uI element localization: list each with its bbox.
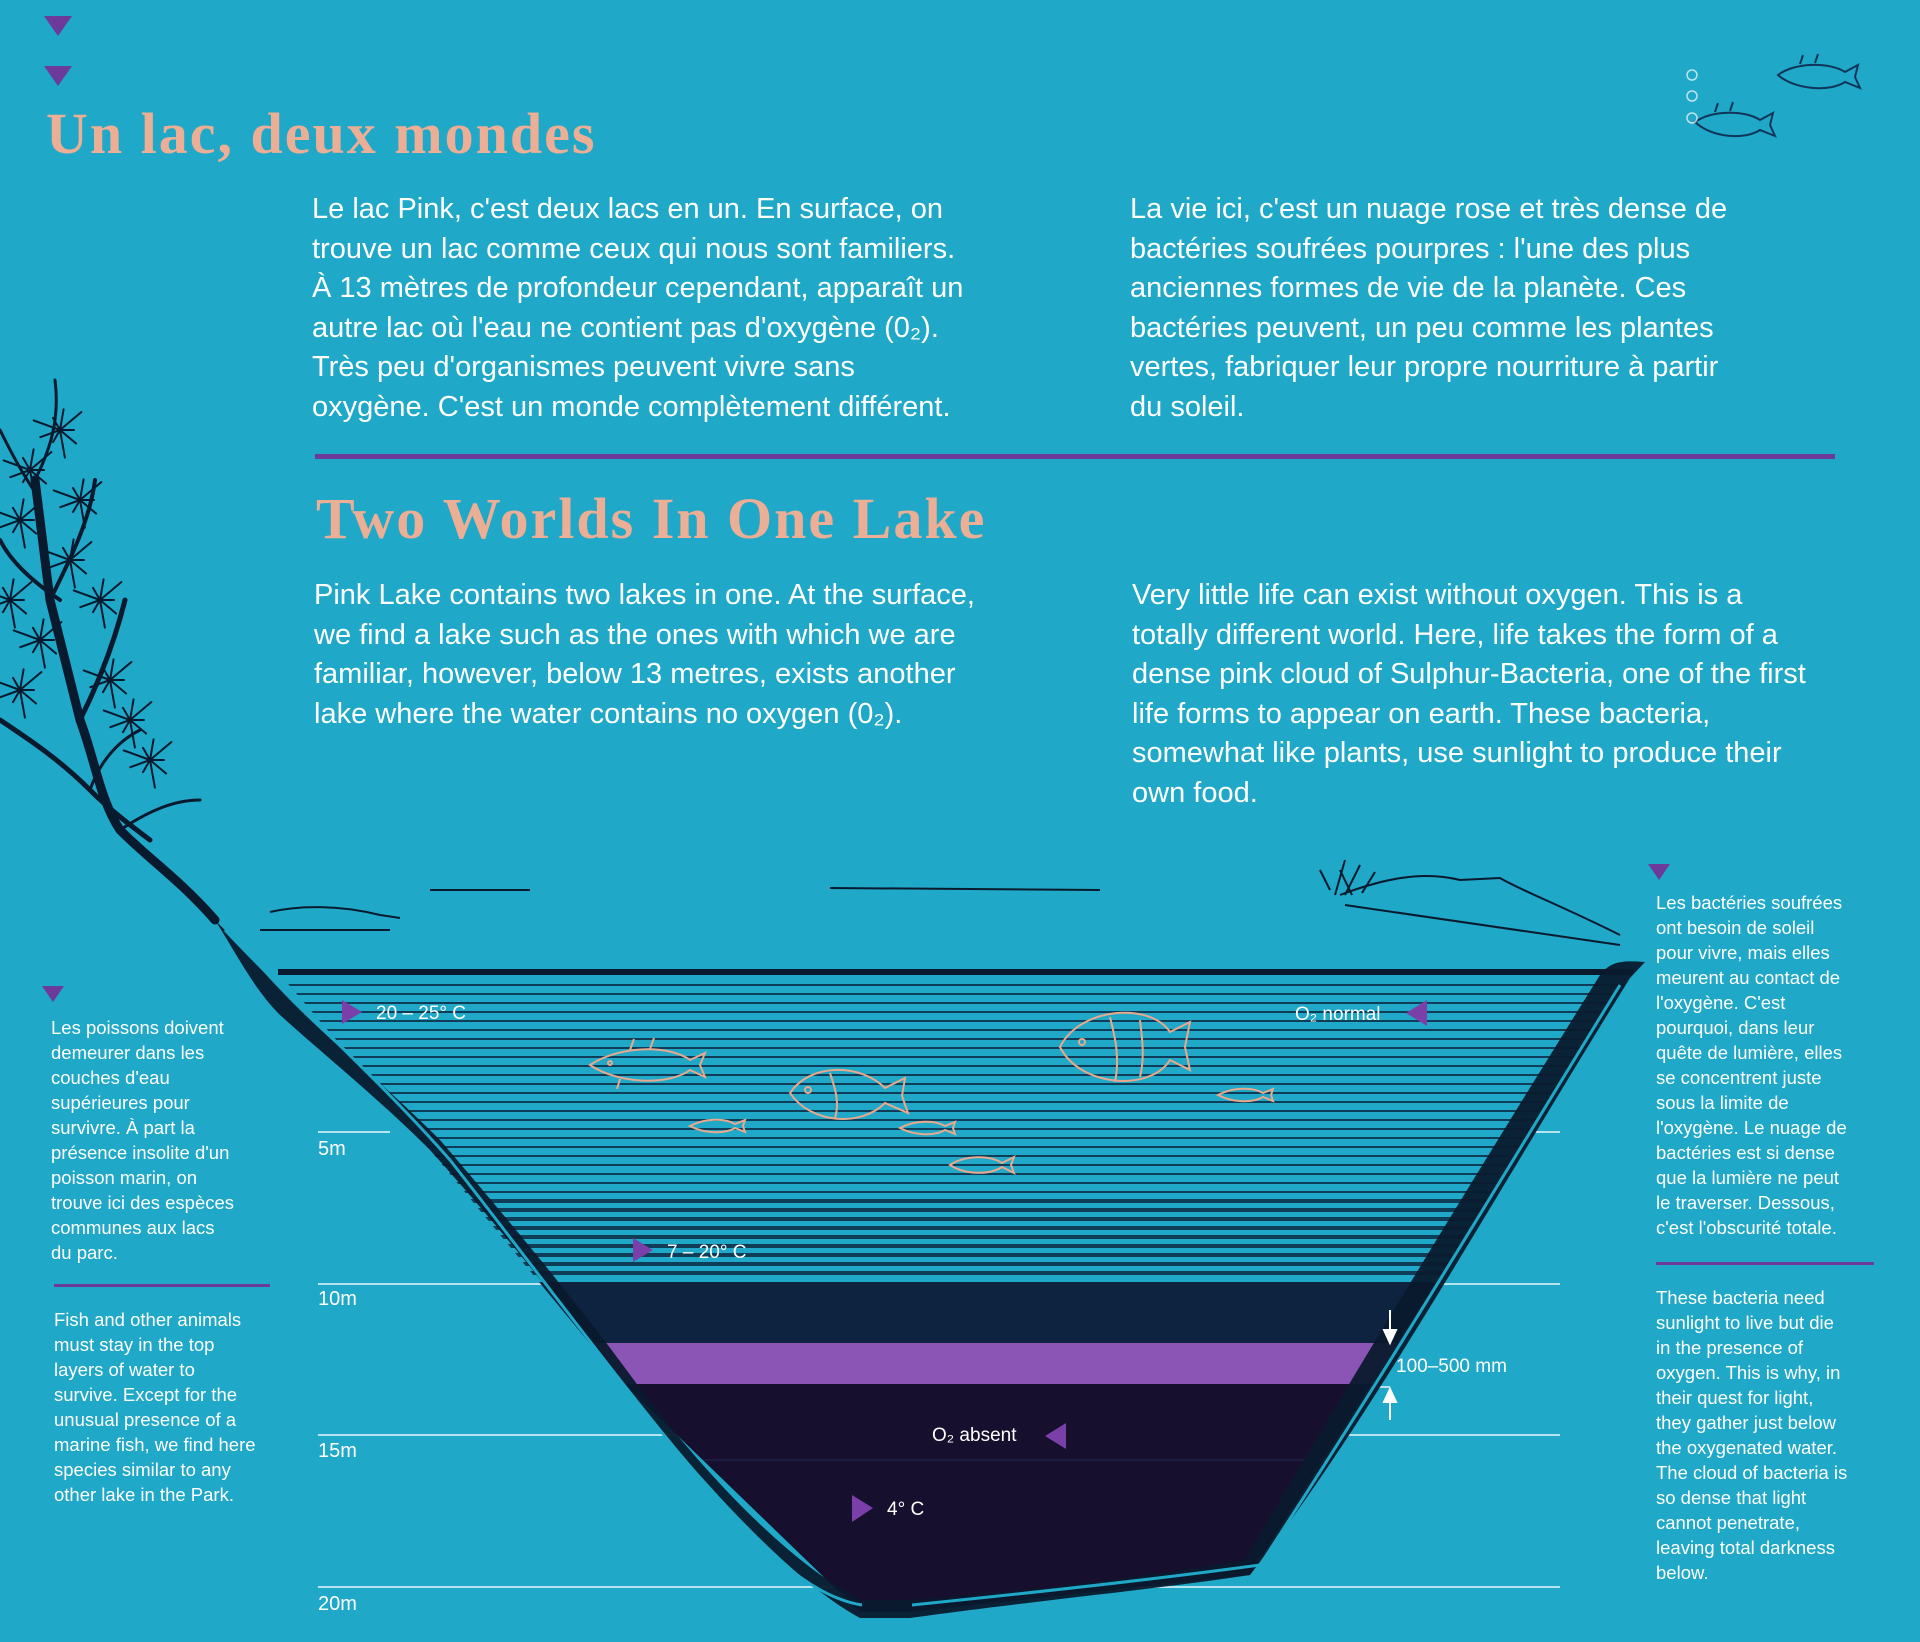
english-paragraph-left: Pink Lake contains two lakes in one. At the surface, we find a lake such as the ones with which we are familiar, however, below 13 metres, exists another lake where the water contains no oxygen (0₂).	[314, 579, 975, 730]
right-sidebar-french: Les bactéries soufrées ont besoin de soleil pour vivre, mais elles meurent au contact de l'oxygène. C'est pourquoi, dans leur quête de lumière, elles se concentrent juste sous la limite de l'oxygène. Le nuage de bactéries est si dense que la lumière ne peut le traverser. Dessous, c'est l'obscurité totale.	[1656, 892, 1847, 1238]
distant-shoreline	[260, 876, 1620, 945]
left-sidebar-divider	[54, 1284, 270, 1287]
bubble-icons	[1687, 70, 1697, 123]
french-title: Un lac, deux mondes	[46, 101, 597, 166]
depth-label-15m: 15m	[318, 1440, 357, 1462]
left-sidebar-english: Fish and other animals must stay in the top layers of water to survive. Except for the unusual presence of a marine fish, we find here species similar to any other lake in the Park.	[54, 1309, 256, 1505]
temperature-bottom-label: 4° C	[887, 1499, 925, 1520]
marker-triangle-icon	[1648, 864, 1670, 880]
french-paragraph-right: La vie ici, c'est un nuage rose et très dense de bactéries soufrées pourpres : l'une des plus anciennes formes de vie de la planète. Ces bactéries peuvent, un peu comme les plantes vertes, fabriquer leur propre nourriture à partir du soleil.	[1130, 193, 1728, 423]
anoxic-layer	[250, 1384, 1650, 1624]
english-title: Two Worlds In One Lake	[316, 486, 987, 551]
oxygen-normal-label: O₂ normal	[1295, 1004, 1381, 1025]
depth-label-10m: 10m	[318, 1288, 357, 1310]
depth-label-5m: 5m	[318, 1138, 346, 1160]
english-paragraph-right: Very little life can exist without oxygen. This is a totally different world. Here, life takes the form of a dense pink cloud of Sulphur-Bacteria, one of the first life forms to appear on earth. These bacteria, somewhat like plants, use sunlight to produce their own food.	[1132, 579, 1806, 809]
temperature-middle-label: 7 – 20° C	[667, 1242, 747, 1263]
section-divider	[315, 454, 1835, 459]
oxygen-absent-label: O₂ absent	[932, 1425, 1017, 1446]
stickleback-fish-icon	[1695, 54, 1860, 136]
french-paragraph-left: Le lac Pink, c'est deux lacs en un. En surface, on trouve un lac comme ceux qui nous sont familiers. À 13 mètres de profondeur cependant, apparaît un autre lac où l'eau ne contient pas d'oxygène (0₂). Très peu d'organismes peuvent vivre sans oxygène. C'est un monde complètement différent.	[312, 193, 964, 423]
depth-label-20m: 20m	[318, 1593, 357, 1615]
right-sidebar-english: These bacteria need sunlight to live but die in the presence of oxygen. This is why, in their quest for light, they gather just below the oxygenated water. The cloud of bacteria is so dense that light cannot penetrate, leaving total darkness below.	[1656, 1287, 1848, 1583]
right-sidebar-divider	[1656, 1262, 1874, 1265]
tree-icon	[0, 380, 215, 920]
left-sidebar-french: Les poissons doivent demeurer dans les couches d'eau supérieures pour survivre. À part la présence insolite d'un poisson marin, on trouve ici des espèces communes aux lacs du parc.	[51, 1017, 235, 1263]
shrub-icon	[1320, 860, 1375, 895]
marker-triangle-icon	[42, 986, 64, 1002]
lake-water	[250, 972, 1650, 1624]
marker-triangle-icon	[44, 16, 72, 36]
bacteria-thickness-label: 100–500 mm	[1396, 1356, 1507, 1377]
temperature-surface-label: 20 – 25° C	[376, 1003, 466, 1024]
marker-triangle-icon	[44, 66, 72, 86]
